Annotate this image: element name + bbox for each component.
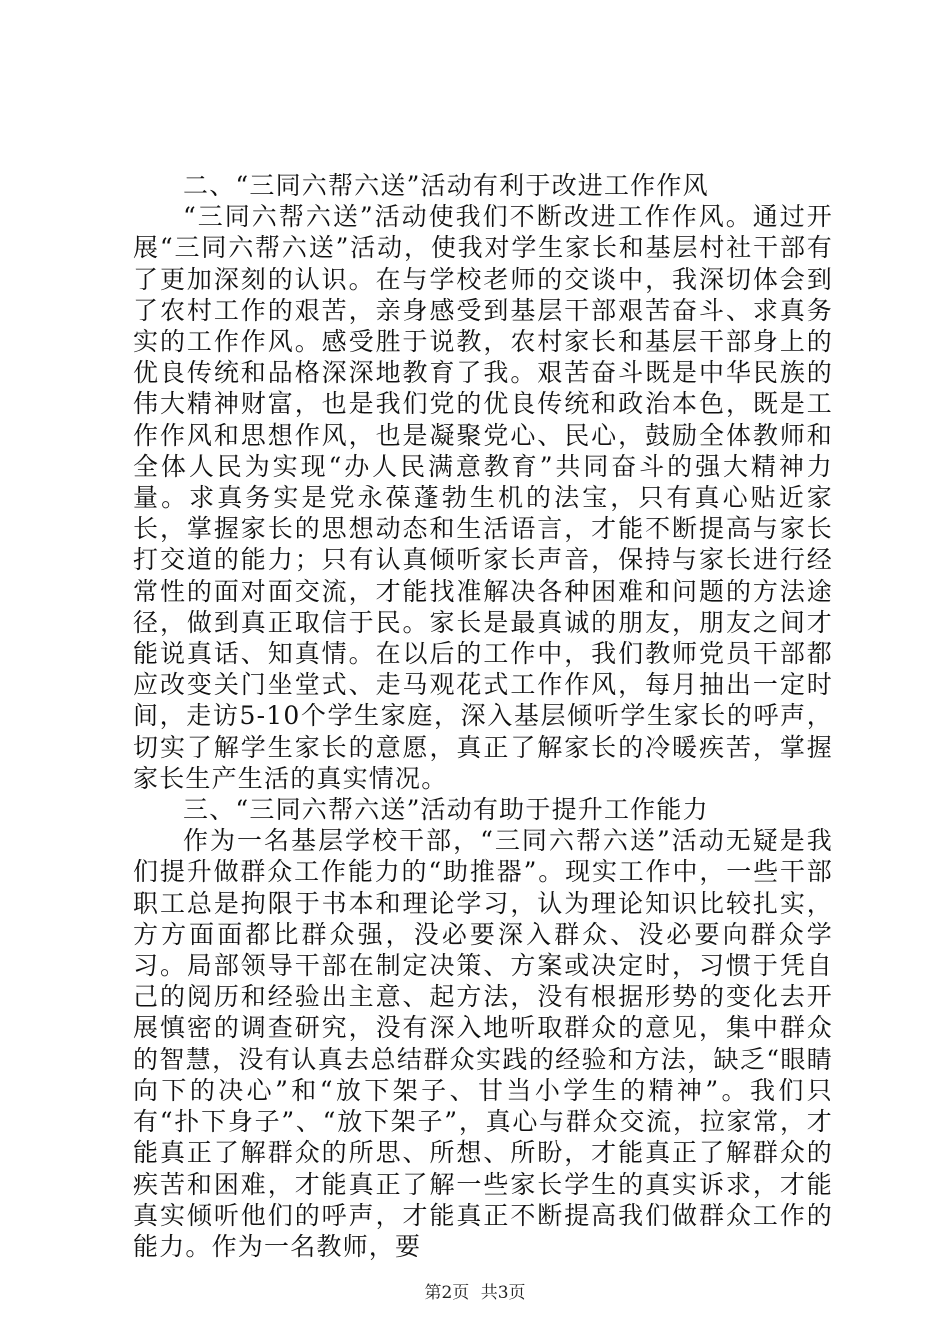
section-paragraph-3: 作为一名基层学校干部，“三同六帮六送”活动无疑是我们提升做群众工作能力的“助推器”。现实工作中，一些干部职工总是拘限于书本和理论学习，认为理论知识比较扎实，方方面面都比群众强，没必要深入群众、没必要向群众学习。局部领导干部在制定决策、方案或决定时，习惯于凭自己的阅历和经验出主意、起方法，没有根据形势的变化去开展慎密的调查研究，没有深入地听取群众的意见，集中群众的智慧，没有认真去总结群众实践的经验和方法，缺乏“眼睛向下的决心”和“放下架子、甘当小学生的精神”。我们只有“扑下身子”、“放下架子”，真心与群众交流，拉家常，才能真正了解群众的所思、所想、所盼，才能真正了解群众的疾苦和困难，才能真正了解一些家长学生的真实诉求，才能真实倾听他们的呼声，才能真正不断提高我们做群众工作的能力。作为一名教师，要 — [133, 826, 833, 1261]
page-footer — [0, 1278, 950, 1303]
page-total: 共3页 — [480, 1283, 526, 1303]
document-body — [133, 170, 833, 1262]
page-number: 第2页 — [424, 1283, 470, 1303]
section-heading-3: 三、“三同六帮六送”活动有助于提升工作能力 — [183, 795, 709, 825]
section-paragraph-2: “三同六帮六送”活动使我们不断改进工作作风。通过开展“三同六帮六送”活动，使我对学生家长和基层村社干部有了更加深刻的认识。在与学校老师的交谈中，我深切体会到了农村工作的艰苦，亲身感受到基层干部艰苦奋斗、求真务实的工作作风。感受胜于说教，农村家长和基层干部身上的优良传统和品格深深地教育了我。艰苦奋斗既是中华民族的伟大精神财富，也是我们党的优良传统和政治本色，既是工作作风和思想作风，也是凝聚党心、民心，鼓励全体教师和全体人民为实现“办人民满意教育”共同奋斗的强大精神力量。求真务实是党永葆蓬勃生机的法宝，只有真心贴近家长，掌握家长的思想动态和生活语言，才能不断提高与家长打交道的能力；只有认真倾听家长声音，保持与家长进行经常性的面对面交流，才能找准解决各种困难和问题的方法途径，做到真正取信于民。家长是最真诚的朋友，朋友之间才能说真话、知真情。在以后的工作中，我们教师党员干部都应改变关门坐堂式、走马观花式工作作风，每月抽出一定时间，走访5-10个学生家庭，深入基层倾听学生家长的呼声，切实了解学生家长的意愿，真正了解家长的冷暖疾苦，掌握家长生产生活的真实情况。 — [133, 202, 833, 793]
section-heading-2: 二、“三同六帮六送”活动有利于改进工作作风 — [183, 171, 709, 200]
